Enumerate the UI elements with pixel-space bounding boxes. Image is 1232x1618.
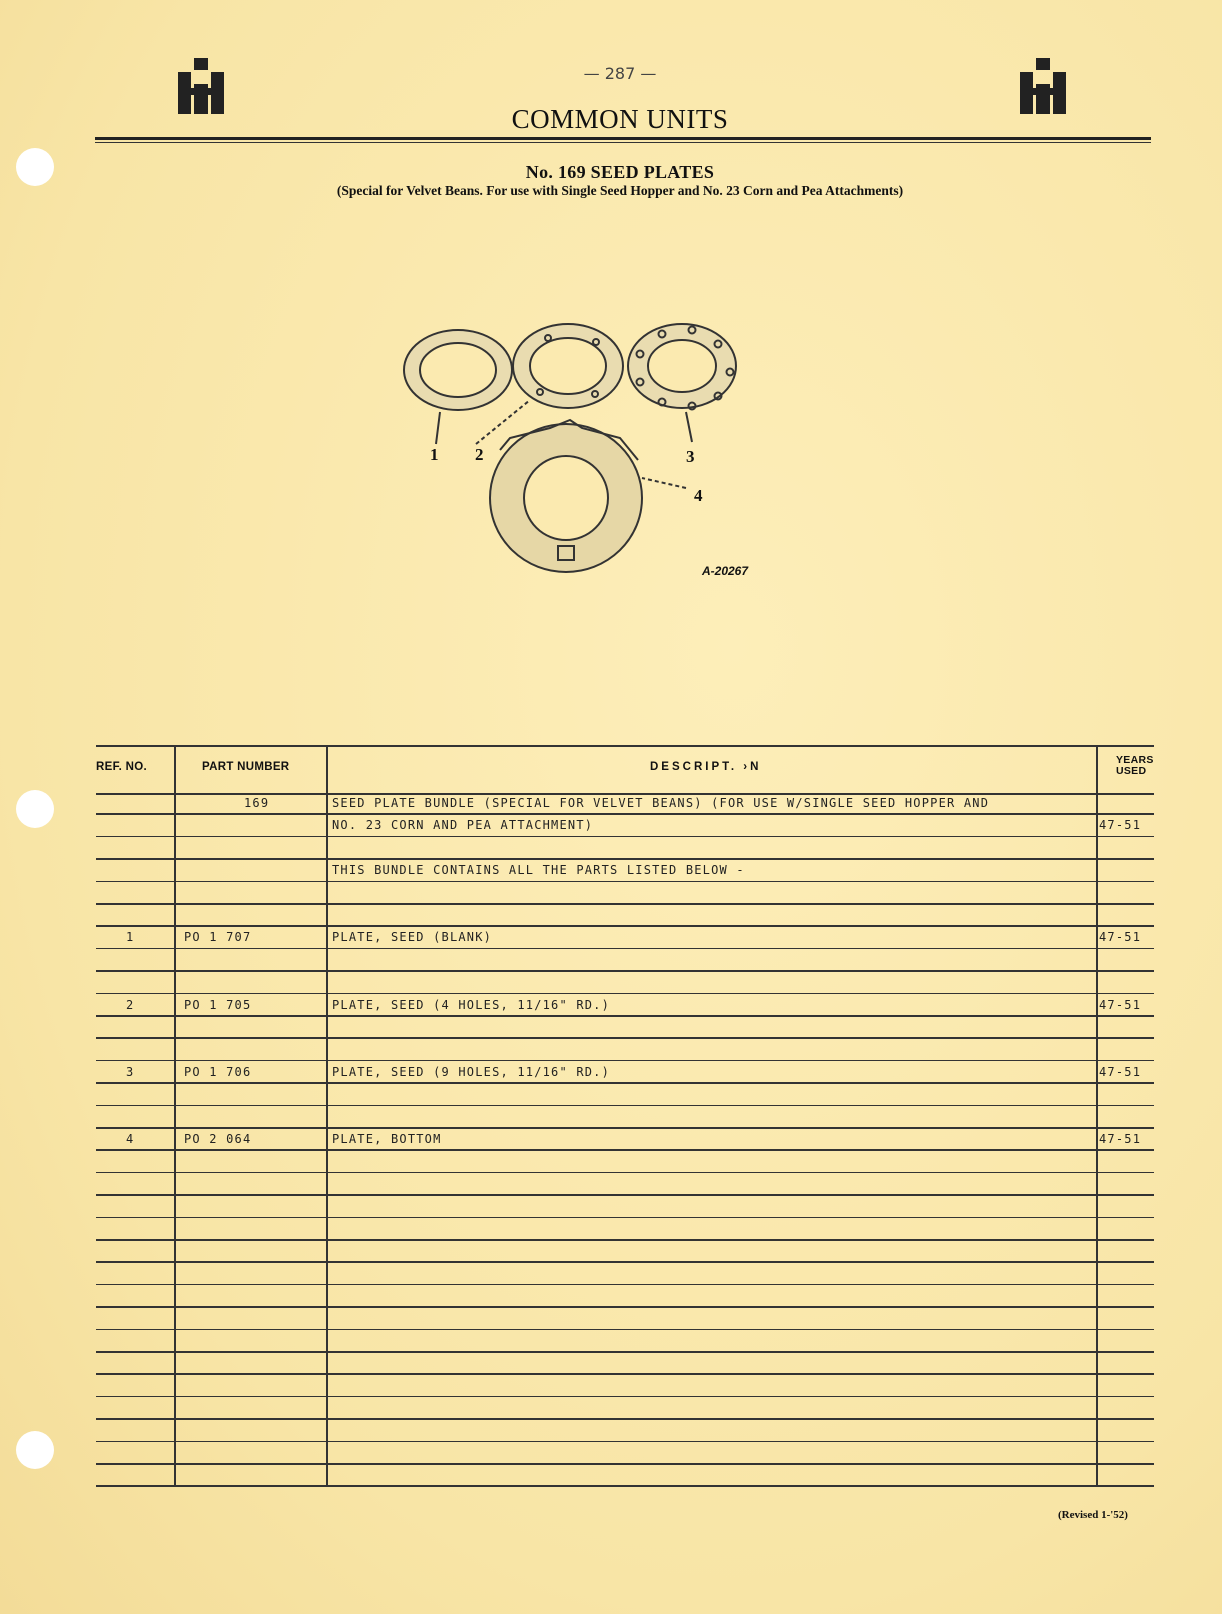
table-header (96, 745, 1154, 795)
years-used-cell: 47-51 (1099, 818, 1142, 833)
plate-title: No. 169 SEED PLATES (525, 162, 715, 182)
years-used-cell: 47-51 (1099, 1132, 1142, 1146)
row-divider (96, 1194, 1154, 1196)
row-divider (96, 993, 1154, 995)
part-number-cell: PO 2 064 (184, 1132, 252, 1146)
ih-logo-icon (178, 58, 224, 116)
column-header-description: DESCRIPT. ›N (650, 761, 762, 773)
column-header-ref: REF. NO. (96, 761, 147, 773)
row-divider (96, 1015, 1154, 1017)
row-divider (96, 858, 1154, 860)
row-divider (96, 1239, 1154, 1241)
seed-plates-illustration (400, 320, 780, 590)
part-number-cell: 169 (244, 796, 270, 810)
description-cell: PLATE, SEED (BLANK) (332, 930, 493, 945)
description-cell: THIS BUNDLE CONTAINS ALL THE PARTS LISTED BELOW - (332, 863, 745, 878)
callout-label: 2 (475, 445, 484, 464)
row-divider (96, 881, 1154, 883)
row-divider (96, 1373, 1154, 1375)
punch-hole (16, 790, 54, 828)
row-divider (96, 1082, 1154, 1084)
row-divider (96, 1037, 1154, 1039)
row-divider (96, 1418, 1154, 1420)
ref-cell: 1 (126, 930, 135, 945)
description-cell: PLATE, SEED (9 HOLES, 11/16" RD.) (332, 1064, 611, 1079)
description-cell: NO. 23 CORN AND PEA ATTACHMENT) (332, 818, 594, 833)
punch-hole (16, 148, 54, 186)
ref-cell: 3 (126, 1064, 135, 1079)
title-rule (95, 142, 1151, 143)
section-title: COMMON UNITS (511, 104, 729, 134)
row-divider (96, 1105, 1154, 1107)
revision-note: (Revised 1-'52) (1058, 1509, 1128, 1521)
row-divider (96, 1060, 1154, 1062)
description-cell: PLATE, SEED (4 HOLES, 11/16" RD.) (332, 997, 611, 1012)
row-divider (96, 1329, 1154, 1331)
row-divider (96, 1351, 1154, 1353)
row-divider (96, 1485, 1154, 1487)
column-header-part: PART NUMBER (202, 761, 290, 773)
row-divider (96, 1306, 1154, 1308)
callout-label: 3 (686, 447, 695, 466)
row-divider (96, 1284, 1154, 1286)
callout-label: 4 (694, 486, 703, 505)
row-divider (96, 970, 1154, 972)
part-number-cell: PO 1 705 (184, 997, 252, 1012)
column-header-years: YEARS USED (1116, 754, 1154, 777)
row-divider (96, 1261, 1154, 1263)
part-number-cell: PO 1 707 (184, 930, 252, 945)
row-divider (96, 813, 1154, 815)
plate-subtitle: (Special for Velvet Beans. For use with Single Seed Hopper and No. 23 Corn and Pea Attachments) (336, 183, 904, 198)
row-divider (96, 1463, 1154, 1465)
figure-code: A-20267 (702, 564, 749, 578)
title-rule (95, 137, 1151, 140)
description-cell: PLATE, BOTTOM (332, 1132, 442, 1146)
row-divider (96, 1441, 1154, 1443)
description-cell: SEED PLATE BUNDLE (SPECIAL FOR VELVET BEANS) (FOR USE W/SINGLE SEED HOPPER AND (332, 796, 990, 810)
ih-logo-icon (1020, 58, 1066, 116)
row-divider (96, 1149, 1154, 1151)
ref-cell: 2 (126, 997, 135, 1012)
punch-hole (16, 1431, 54, 1469)
row-divider (96, 836, 1154, 838)
row-divider (96, 903, 1154, 905)
years-used-cell: 47-51 (1099, 930, 1142, 945)
years-used-cell: 47-51 (1099, 1064, 1142, 1079)
page-number: — 287 — (583, 64, 657, 83)
row-divider (96, 1127, 1154, 1129)
row-divider (96, 1172, 1154, 1174)
row-divider (96, 1396, 1154, 1398)
callout-label: 1 (430, 445, 439, 464)
row-divider (96, 1217, 1154, 1219)
row-divider (96, 948, 1154, 950)
ref-cell: 4 (126, 1132, 135, 1146)
part-number-cell: PO 1 706 (184, 1064, 252, 1079)
years-used-cell: 47-51 (1099, 997, 1142, 1012)
row-divider (96, 925, 1154, 927)
